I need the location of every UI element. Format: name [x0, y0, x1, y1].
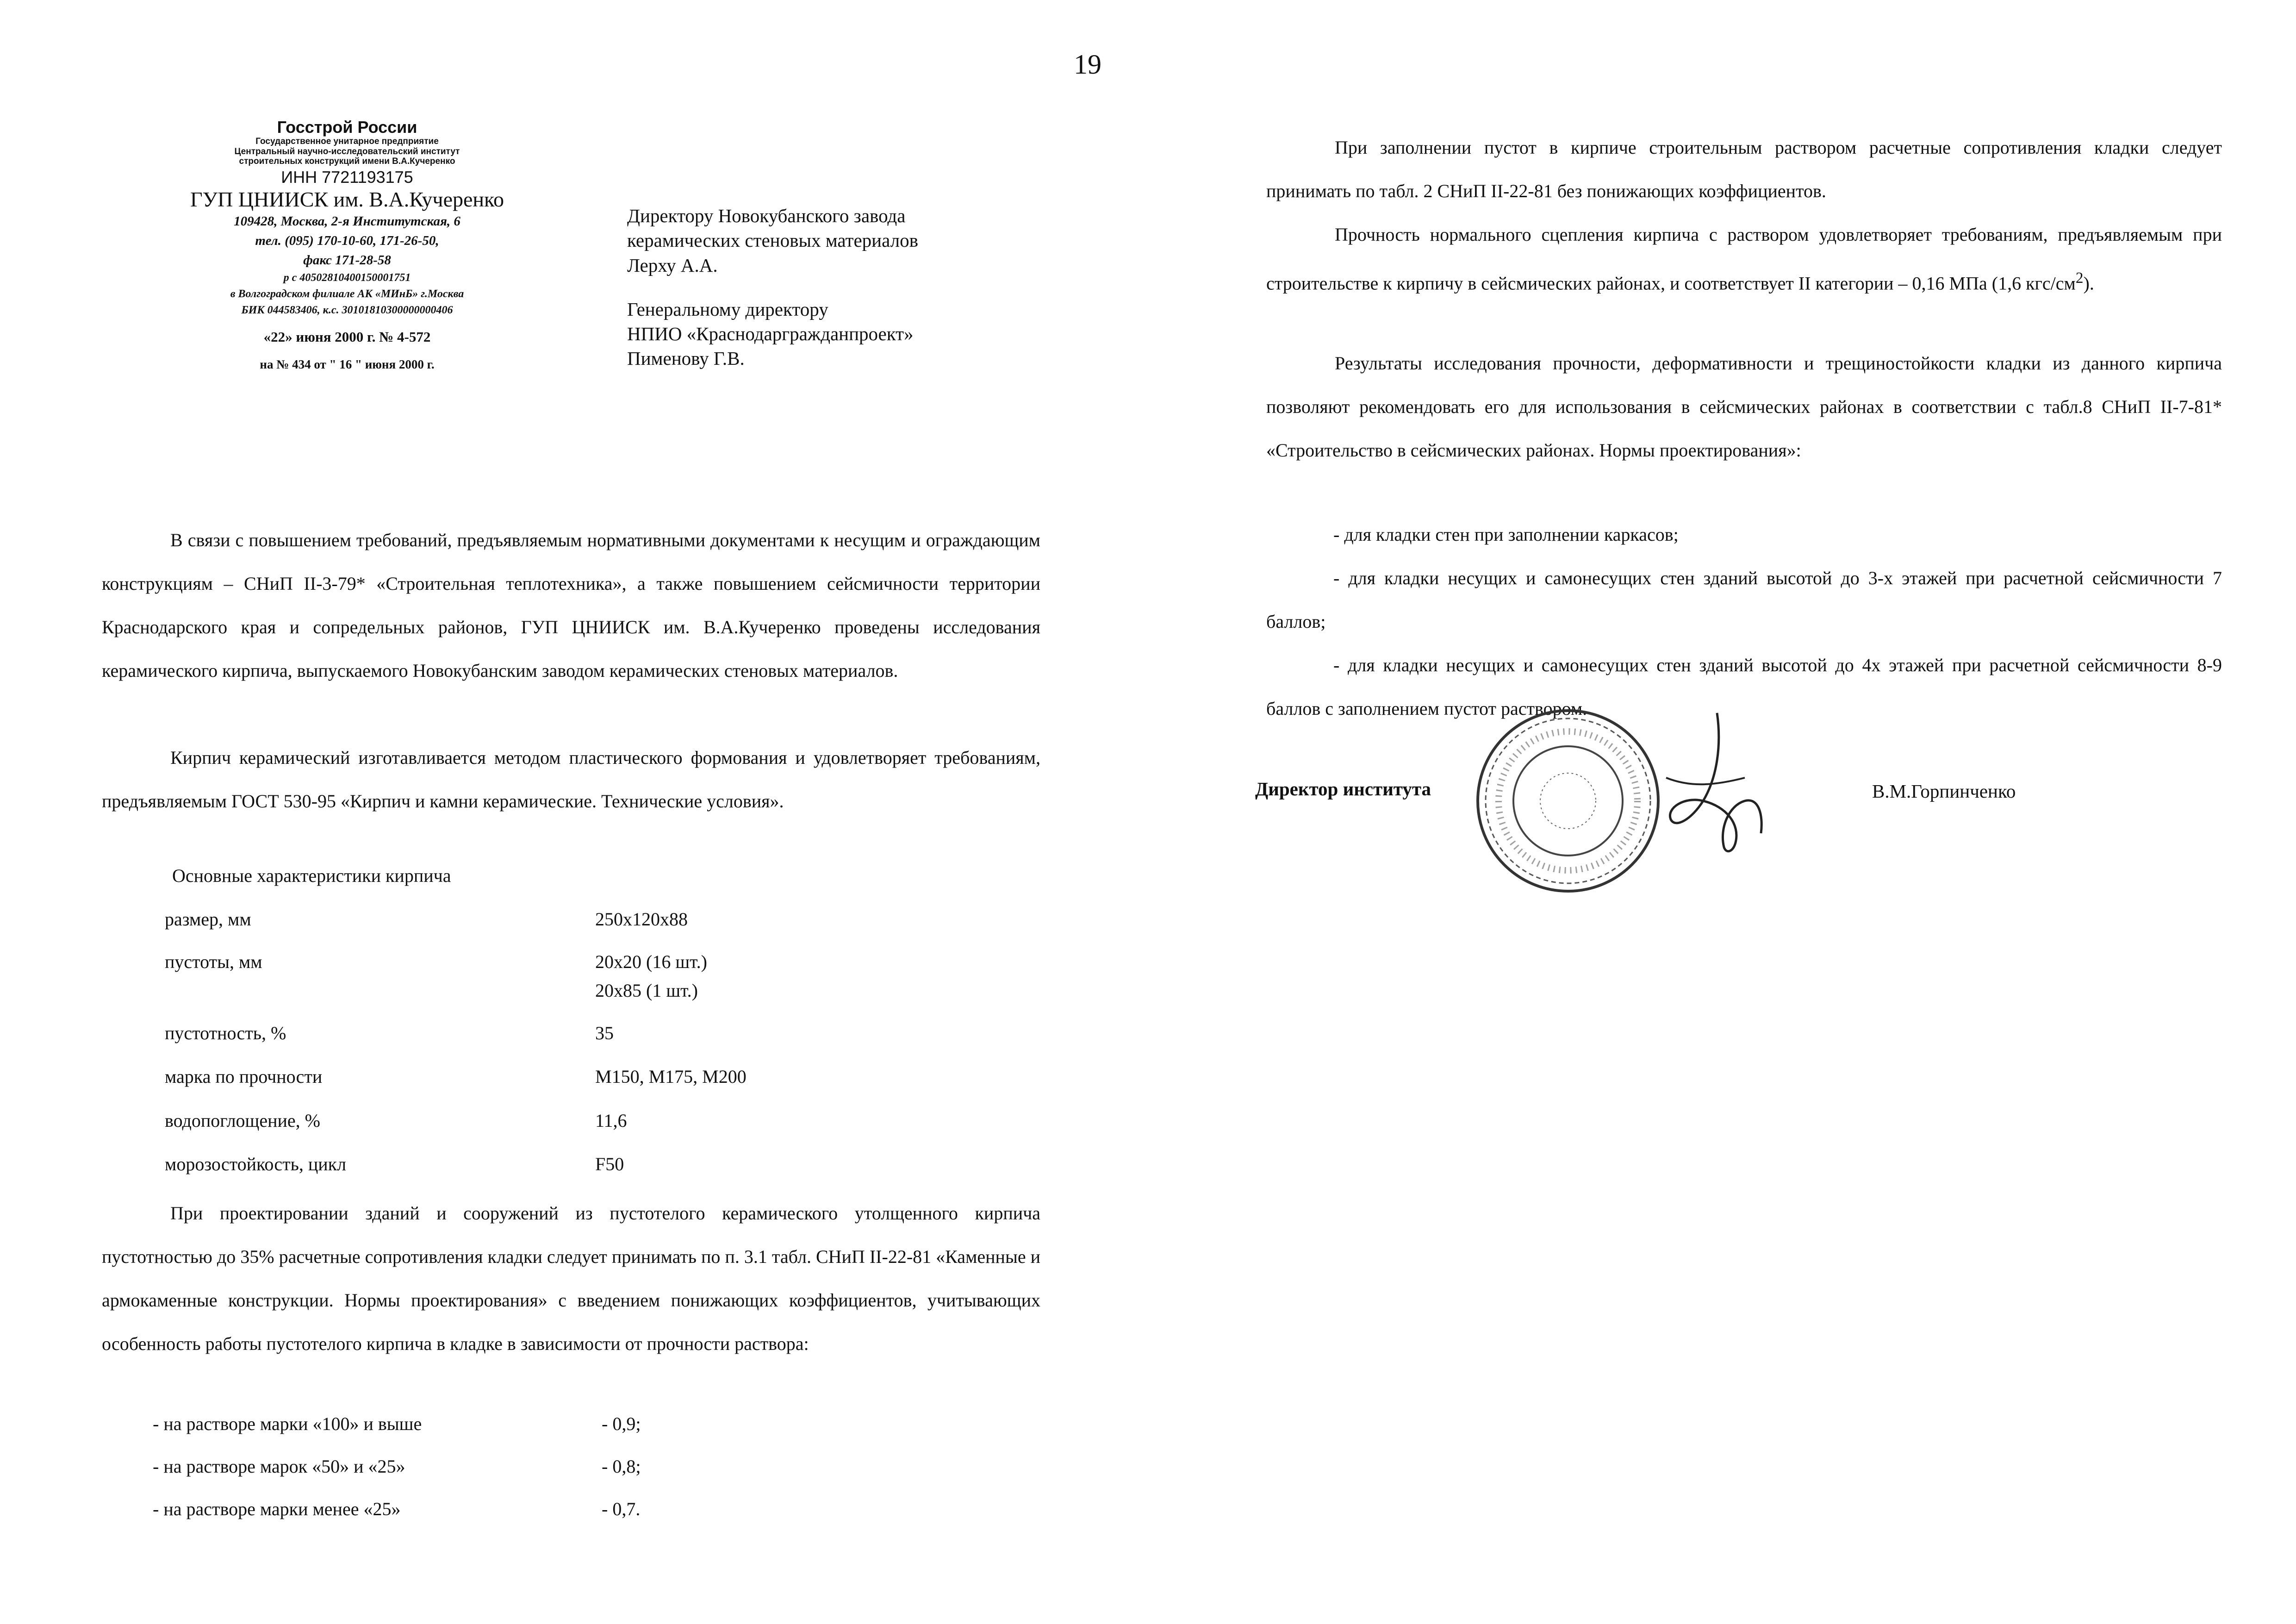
property-label: размер, мм [165, 909, 251, 930]
letterhead-name: ГУП ЦНИИСК им. В.А.Кучеренко [190, 187, 504, 212]
body-paragraph-3: При проектировании зданий и сооружений из пустотелого керамического утолщенного кирпича пустотностью до 35% расчетные сопротивления кладки следует принимать по п. 3.1 табл. СНиП II-22-81 «Каменные и армокаменные конструкции. Нормы проектирования» с введением понижающих коэффициентов, учитывающих особенность работы пустотелого кирпича в кладке в зависимости от прочности раствора: [102, 1203, 1040, 1354]
coefficient-row [153, 1413, 641, 1435]
addressee [627, 297, 918, 371]
property-value: 35 [595, 1023, 614, 1043]
property-row [165, 905, 688, 934]
letterhead-bank-line: БИК 044583406, к.с. 30101810300000000406 [241, 304, 453, 316]
body-paragraph-5-end: ). [2083, 273, 2094, 294]
body-paragraph-4: При заполнении пустот в кирпиче строительным раствором расчетные сопротивления кладки следует принимать по табл. 2 СНиП II-22-81 без понижающих коэффициентов. [1266, 137, 2222, 201]
page-number: 19 [1074, 49, 1101, 80]
usage-list [1266, 513, 2222, 731]
body-paragraph-6: Результаты исследования прочности, деформативности и трещиностойкости кладки из данного кирпича позволяют рекомендовать его для использования в сейсмических районах в соответствии с табл.8 СНиП II-7-81* «Строительство в сейсмических районах. Нормы проектирования»: [1266, 353, 2222, 461]
letterhead-inn: ИНН 7721193175 [281, 168, 413, 187]
property-value: 20х85 (1 шт.) [595, 980, 698, 1001]
letter-reference: на № 434 от " 16 " июня 2000 г. [260, 357, 435, 372]
coefficient-label: - на растворе марок «50» и «25» [153, 1456, 405, 1477]
addressee [627, 204, 918, 278]
coefficient-label: - на растворе марки «100» и выше [153, 1413, 422, 1434]
letterhead [139, 118, 555, 371]
letterhead-address-line: тел. (095) 170-10-60, 171-26-50, [255, 233, 439, 248]
usage-item: - для кладки стен при заполнении каркасов; [1333, 524, 1679, 545]
signatory-title: Директор института [1255, 778, 1431, 800]
usage-item: - для кладки несущих и самонесущих стен зданий высотой до 4х этажей при расчетной сейсмичности 8-9 баллов с заполнением пустот раствором. [1266, 655, 2222, 719]
property-row [165, 1019, 614, 1048]
property-value: 20х20 (16 шт.) [595, 951, 707, 972]
body-paragraph-5-text: Прочность нормального сцепления кирпича с раствором удовлетворяет требованиям, предъявляемым при строительстве к кирпичу в сейсмических районах, и соответствует II категории – 0,16 МПа (1,6 кгс/см [1266, 224, 2222, 294]
coefficient-row [153, 1455, 641, 1477]
property-value: F50 [595, 1154, 624, 1174]
letterhead-bank-line: р с 40502810400150001751 [283, 272, 411, 284]
addressee-line: Генеральному директору [627, 298, 828, 320]
letter-date-number: «22» июня 2000 г. № 4-572 [263, 329, 431, 345]
property-label: марка по прочности [165, 1066, 323, 1087]
property-label: водопоглощение, % [165, 1110, 320, 1131]
coefficient-value: - 0,7. [602, 1499, 641, 1519]
coefficient-value: - 0,8; [602, 1456, 641, 1477]
addressee-line: Пименову Г.В. [627, 348, 745, 369]
letterhead-org: Госстрой России [277, 118, 417, 137]
coefficient-label: - на растворе марки менее «25» [153, 1499, 401, 1519]
signatory-name: В.М.Горпинченко [1872, 781, 2016, 802]
coefficient-row [153, 1498, 640, 1520]
addressee-line: Лерху А.А. [627, 254, 718, 276]
property-row [165, 1150, 624, 1179]
letterhead-address-line: 109428, Москва, 2-я Институтская, 6 [234, 213, 460, 229]
property-label: морозостойкость, цикл [165, 1154, 347, 1174]
addressee-line: НПИО «Краснодаргражданпроект» [627, 323, 914, 345]
body-paragraph-2: Кирпич керамический изготавливается методом пластического формования и удовлетворяет требованиям, предъявляемым ГОСТ 530-95 «Кирпич и камни керамические. Технические условия». [102, 747, 1040, 812]
director-signature [1648, 708, 1786, 861]
property-value: М150, М175, М200 [595, 1066, 747, 1087]
property-row [165, 1106, 627, 1135]
body-paragraph-1: В связи с повышением требований, предъявляемым нормативными документами к несущим и ограждающим конструкциям – СНиП II-3-79* «Строительная теплотехника», а также повышением сейсмичности территории Краснодарского края и сопредельных районов, ГУП ЦНИИСК им. В.А.Кучеренко проведены исследования керамического кирпича, выпускаемого Новокубанским заводом керамических стеновых материалов. [102, 530, 1040, 681]
property-row [165, 1062, 747, 1091]
superscript: 2 [2075, 269, 2084, 287]
letterhead-address-line: факс 171-28-58 [303, 253, 391, 268]
property-label: пустоты, мм [165, 951, 262, 972]
property-row [165, 948, 707, 1005]
property-value: 11,6 [595, 1110, 627, 1131]
letterhead-line: Центральный научно-исследовательский институт [234, 146, 460, 156]
addressee-line: керамических стеновых материалов [627, 230, 918, 251]
coefficient-value: - 0,9; [602, 1413, 641, 1434]
property-label: пустотность, % [165, 1023, 286, 1043]
property-value: 250х120х88 [595, 909, 688, 930]
addressee-list [627, 204, 918, 391]
body-paragraph-5 [1266, 213, 2222, 305]
letterhead-line: строительных конструкций имени В.А.Кучеренко [239, 156, 455, 166]
properties-heading: Основные характеристики кирпича [172, 865, 451, 886]
letterhead-line: Государственное унитарное предприятие [255, 137, 439, 147]
institute-seal [1471, 699, 1665, 903]
usage-item: - для кладки несущих и самонесущих стен зданий высотой до 3-х этажей при расчетной сейсмичности 7 баллов; [1266, 568, 2222, 632]
letterhead-bank-line: в Волгоградском филиале АК «МИнБ» г.Москва [230, 287, 464, 300]
addressee-line: Директору Новокубанского завода [627, 205, 906, 226]
